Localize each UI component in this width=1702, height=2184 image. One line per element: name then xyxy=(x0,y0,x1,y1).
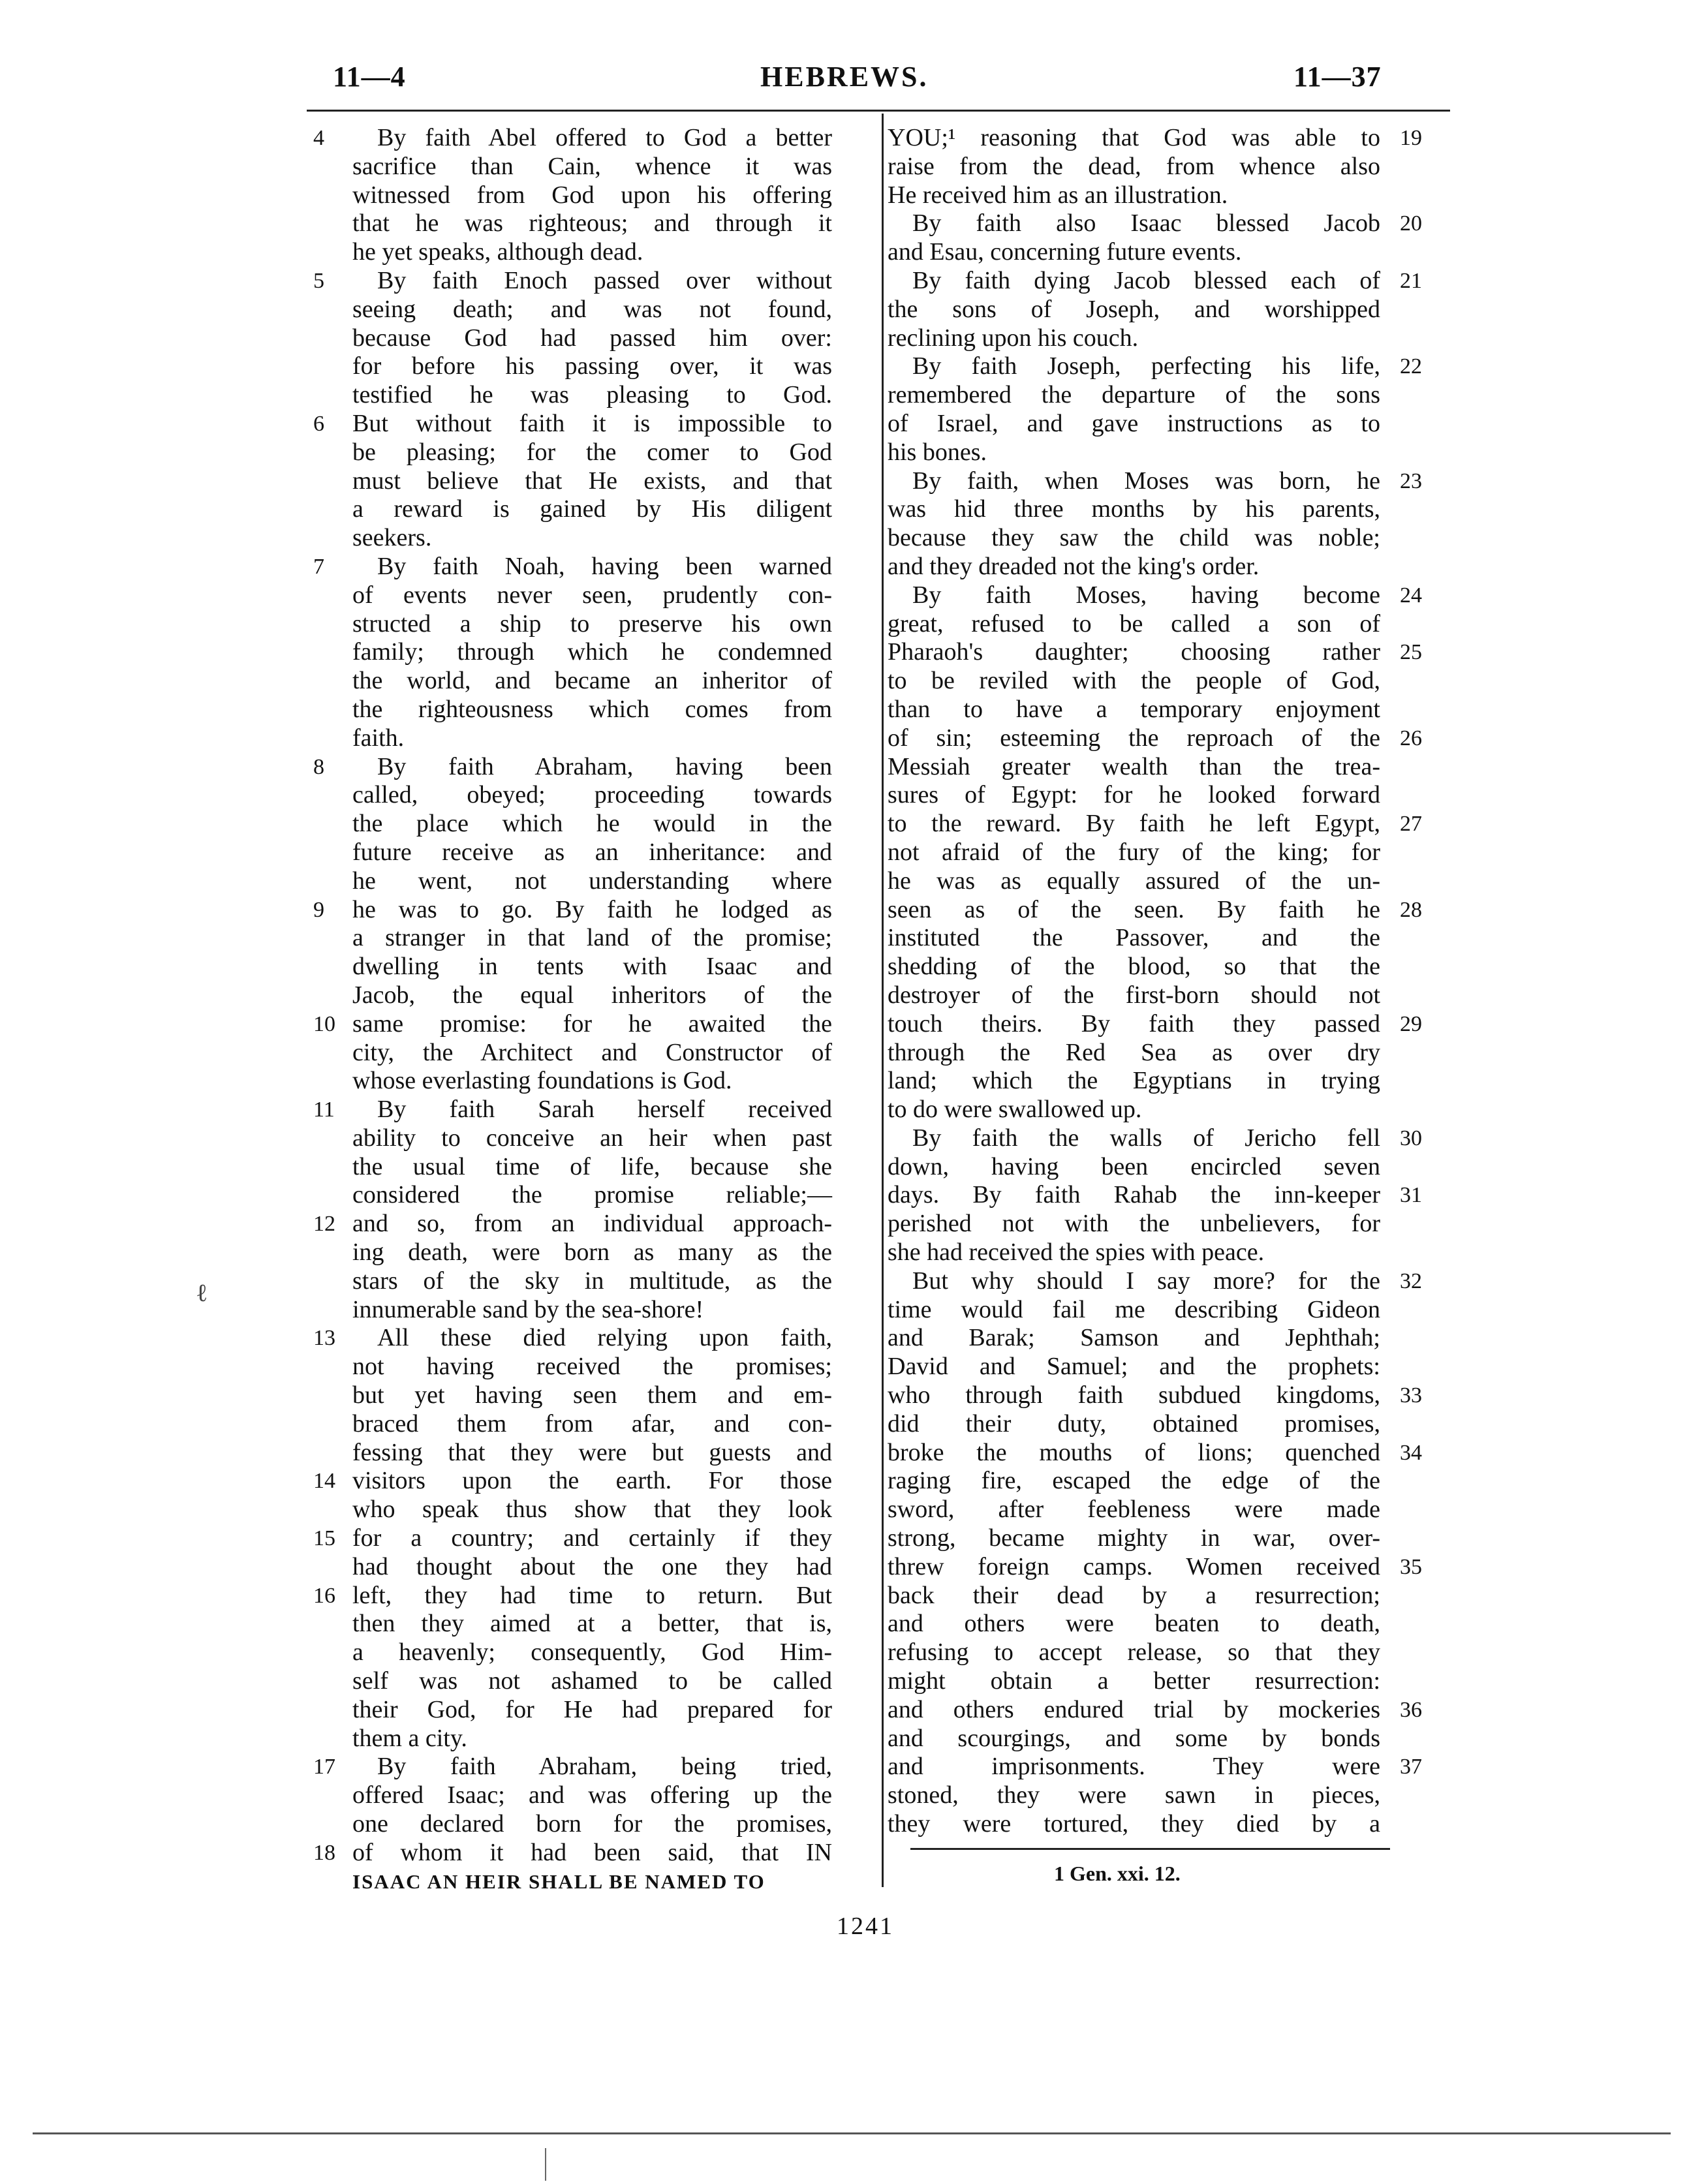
text-line xyxy=(313,867,871,896)
text-line xyxy=(888,1210,1449,1238)
text-line xyxy=(313,581,871,610)
verse-number: 30 xyxy=(1400,1126,1422,1150)
line-text: By faith Noah, having been warned xyxy=(377,552,832,580)
text-line xyxy=(888,638,1449,667)
line-text: innumerable sand by the sea-shore! xyxy=(352,1295,704,1323)
text-line xyxy=(313,724,871,753)
line-text: refusing to accept release, so that they xyxy=(888,1638,1380,1667)
line-text: perished not with the unbelievers, for xyxy=(888,1210,1380,1238)
verse-number: 20 xyxy=(1400,211,1422,236)
line-text: By faith Abel offered to God a better xyxy=(377,124,832,151)
text-line xyxy=(313,1181,871,1210)
text-line xyxy=(313,1553,871,1582)
line-text: of whom it had been said, that IN xyxy=(352,1838,832,1866)
line-text: one declared born for the promises, xyxy=(352,1810,832,1838)
text-line xyxy=(888,209,1449,238)
line-text: By faith Abraham, having been xyxy=(377,752,832,780)
text-line xyxy=(313,1267,871,1296)
line-text: the place which he would in the xyxy=(352,810,832,838)
line-text: reclining upon his couch. xyxy=(888,324,1139,352)
line-text: broke the mouths of lions; quenched xyxy=(888,1438,1380,1466)
line-text: city, the Architect and Constructor of xyxy=(352,1038,832,1066)
line-text: for a country; and certainly if they xyxy=(352,1524,832,1552)
line-text: to be reviled with the people of God, xyxy=(888,667,1380,695)
text-line xyxy=(313,467,871,496)
verse-number: 23 xyxy=(1400,469,1422,493)
line-text: Messiah greater wealth than the trea- xyxy=(888,752,1380,780)
text-line xyxy=(313,1868,871,1896)
line-text: seeing death; and was not found, xyxy=(352,295,832,323)
text-line xyxy=(313,1324,871,1353)
line-text: threw foreign camps. Women received xyxy=(888,1552,1380,1580)
line-text: seen as of the seen. By faith he xyxy=(888,895,1380,923)
line-text: witnessed from God upon his offering xyxy=(352,181,832,209)
line-text: Pharaoh's daughter; choosing rather xyxy=(888,638,1380,666)
text-line xyxy=(888,1467,1449,1496)
verse-number: 25 xyxy=(1400,640,1422,665)
verse-number: 15 xyxy=(313,1526,335,1551)
text-line xyxy=(313,781,871,810)
text-line xyxy=(888,1696,1449,1725)
line-text: By faith the walls of Jericho fell xyxy=(912,1124,1380,1152)
verse-number: 16 xyxy=(313,1583,335,1608)
line-text: and others endured trial by mockeries xyxy=(888,1695,1380,1723)
text-line xyxy=(888,1353,1449,1381)
line-text: for before his passing over, it was xyxy=(352,352,832,380)
line-text: be pleasing; for the comer to God xyxy=(352,438,832,466)
line-text: called, obeyed; proceeding towards xyxy=(352,781,832,809)
text-line xyxy=(888,524,1449,553)
text-line xyxy=(313,810,871,838)
verse-number: 21 xyxy=(1400,268,1422,293)
verse-number: 26 xyxy=(1400,726,1422,750)
footnote: 1 Gen. xxi. 12. xyxy=(1054,1862,1181,1885)
text-line xyxy=(313,553,871,581)
text-line xyxy=(313,1725,871,1753)
text-line xyxy=(313,209,871,238)
text-line xyxy=(313,1210,871,1238)
line-text: and others were beaten to death, xyxy=(888,1610,1380,1638)
verse-number: 14 xyxy=(313,1469,335,1494)
line-text: and Barak; Samson and Jephthah; xyxy=(888,1324,1380,1352)
verse-number: 7 xyxy=(313,554,324,579)
text-line xyxy=(888,553,1449,581)
line-text: of events never seen, prudently con- xyxy=(352,581,832,609)
line-text: He received him as an illustration. xyxy=(888,181,1228,209)
line-text: By faith also Isaac blessed Jacob xyxy=(912,209,1380,238)
text-line xyxy=(313,1610,871,1638)
text-line xyxy=(313,324,871,353)
text-line xyxy=(888,181,1449,210)
text-line xyxy=(313,495,871,524)
header-reference-left: 11—4 xyxy=(333,61,406,93)
verse-number: 9 xyxy=(313,897,324,922)
text-line xyxy=(888,981,1449,1010)
line-text: YOU;¹ reasoning that God was able to xyxy=(888,124,1380,151)
text-line xyxy=(888,1238,1449,1267)
verse-number: 32 xyxy=(1400,1269,1422,1293)
line-text: But without faith it is impossible to xyxy=(352,409,832,437)
text-line xyxy=(888,1067,1449,1096)
line-text: and scourgings, and some by bonds xyxy=(888,1724,1380,1752)
line-text: sword, after feebleness were made xyxy=(888,1496,1380,1524)
line-text: the righteousness which comes from xyxy=(352,695,832,723)
line-text: By faith, when Moses was born, he xyxy=(912,467,1380,495)
verse-number: 22 xyxy=(1400,354,1422,379)
scan-speck: ℓ xyxy=(196,1280,208,1307)
text-line xyxy=(313,1524,871,1553)
text-line xyxy=(313,1124,871,1153)
line-text: By faith Enoch passed over without xyxy=(377,266,832,294)
line-text: not afraid of the fury of the king; for xyxy=(888,838,1380,866)
text-line xyxy=(888,1553,1449,1582)
line-text: ing death, were born as many as the xyxy=(352,1238,832,1267)
verse-number: 17 xyxy=(313,1755,335,1779)
text-line xyxy=(888,1667,1449,1696)
line-text: By faith dying Jacob blessed each of xyxy=(912,266,1380,294)
page-number: 1241 xyxy=(837,1913,894,1940)
line-text: than to have a temporary enjoyment xyxy=(888,695,1380,723)
text-line xyxy=(888,667,1449,696)
line-text: he was to go. By faith he lodged as xyxy=(352,895,832,923)
verse-number: 34 xyxy=(1400,1440,1422,1465)
text-line xyxy=(888,410,1449,438)
line-text: sures of Egypt: for he looked forward xyxy=(888,781,1380,809)
text-line xyxy=(313,352,871,381)
text-line xyxy=(888,1267,1449,1296)
line-text: he yet speaks, although dead. xyxy=(352,238,643,266)
line-text: Jacob, the equal inheritors of the xyxy=(352,981,832,1009)
text-line xyxy=(313,924,871,953)
line-text: might obtain a better resurrection: xyxy=(888,1667,1380,1695)
line-text: because God had passed him over: xyxy=(352,324,832,352)
line-text: he was as equally assured of the un- xyxy=(888,867,1380,895)
line-text: of sin; esteeming the reproach of the xyxy=(888,724,1380,752)
line-text: same promise: for he awaited the xyxy=(352,1009,832,1038)
text-line xyxy=(888,1781,1449,1810)
text-line xyxy=(313,1753,871,1781)
line-text: the world, and became an inheritor of xyxy=(352,667,832,695)
text-line xyxy=(888,1725,1449,1753)
text-line xyxy=(888,838,1449,867)
text-line xyxy=(313,753,871,782)
text-line xyxy=(313,410,871,438)
text-line xyxy=(888,124,1449,153)
text-line xyxy=(313,1496,871,1524)
text-line xyxy=(888,953,1449,981)
text-line xyxy=(888,1638,1449,1667)
line-text: them a city. xyxy=(352,1724,467,1752)
text-line xyxy=(888,1153,1449,1182)
text-line xyxy=(888,867,1449,896)
text-line xyxy=(313,438,871,467)
line-text: a heavenly; consequently, God Him- xyxy=(352,1638,832,1667)
verse-number: 37 xyxy=(1400,1755,1422,1779)
text-line xyxy=(888,896,1449,925)
text-line xyxy=(313,1067,871,1096)
text-line xyxy=(888,810,1449,838)
line-text: By faith Moses, having become xyxy=(912,581,1380,609)
text-line xyxy=(313,696,871,724)
text-line xyxy=(313,1439,871,1468)
line-text: a stranger in that land of the promise; xyxy=(352,924,832,952)
text-line xyxy=(888,438,1449,467)
text-line xyxy=(888,238,1449,267)
text-line xyxy=(313,1353,871,1381)
text-line xyxy=(313,238,871,267)
line-text: seekers. xyxy=(352,524,432,552)
text-line xyxy=(313,1296,871,1325)
line-text: because they saw the child was noble; xyxy=(888,524,1380,552)
text-line xyxy=(313,381,871,410)
line-text: had thought about the one they had xyxy=(352,1552,832,1580)
line-text: must believe that He exists, and that xyxy=(352,467,832,495)
text-line xyxy=(888,153,1449,181)
text-line xyxy=(313,153,871,181)
line-text: raging fire, escaped the edge of the xyxy=(888,1467,1380,1495)
line-text: a reward is gained by His diligent xyxy=(352,495,832,523)
line-text: raise from the dead, from whence also xyxy=(888,152,1380,180)
text-line xyxy=(888,696,1449,724)
verse-number: 18 xyxy=(313,1840,335,1865)
text-line xyxy=(313,953,871,981)
line-text: that he was righteous; and through it xyxy=(352,209,832,238)
verse-number: 27 xyxy=(1400,812,1422,837)
text-line xyxy=(888,1296,1449,1325)
text-line xyxy=(888,1096,1449,1124)
text-line xyxy=(888,1610,1449,1638)
text-line xyxy=(888,1381,1449,1410)
line-text: instituted the Passover, and the xyxy=(888,924,1380,952)
line-text: who speak thus show that they look xyxy=(352,1496,832,1524)
text-line xyxy=(313,838,871,867)
verse-number: 24 xyxy=(1400,583,1422,608)
line-text: was hid three months by his parents, xyxy=(888,495,1380,523)
line-text: offered Isaac; and was offering up the xyxy=(352,1781,832,1809)
line-text: sacrifice than Cain, whence it was xyxy=(352,152,832,180)
verse-number: 10 xyxy=(313,1011,335,1036)
line-text: visitors upon the earth. For those xyxy=(352,1467,832,1495)
text-line xyxy=(313,896,871,925)
text-line xyxy=(888,1324,1449,1353)
text-line xyxy=(888,495,1449,524)
footnote-rule xyxy=(910,1848,1390,1850)
text-line xyxy=(888,753,1449,782)
line-text: to do were swallowed up. xyxy=(888,1096,1142,1124)
line-text: braced them from afar, and con- xyxy=(352,1409,832,1438)
left-column xyxy=(313,124,871,1896)
text-line xyxy=(888,352,1449,381)
verse-number: 8 xyxy=(313,754,324,779)
text-line xyxy=(888,1582,1449,1610)
verse-number: 13 xyxy=(313,1326,335,1351)
line-text: did their duty, obtained promises, xyxy=(888,1409,1380,1438)
text-line xyxy=(888,924,1449,953)
text-line xyxy=(313,1810,871,1839)
line-text: and Esau, concerning future events. xyxy=(888,238,1242,266)
text-line xyxy=(313,267,871,296)
line-text: and imprisonments. They were xyxy=(888,1753,1380,1781)
verse-number: 33 xyxy=(1400,1383,1422,1408)
verse-number: 12 xyxy=(313,1212,335,1237)
line-text: not having received the promises; xyxy=(352,1353,832,1381)
verse-number: 6 xyxy=(313,411,324,436)
line-text: whose everlasting foundations is God. xyxy=(352,1067,732,1095)
line-text: ability to conceive an heir when past xyxy=(352,1124,832,1152)
line-text: By faith Abraham, being tried, xyxy=(377,1753,832,1781)
verse-number: 35 xyxy=(1400,1554,1422,1579)
text-line xyxy=(313,981,871,1010)
text-line xyxy=(888,324,1449,353)
line-text: to the reward. By faith he left Egypt, xyxy=(888,810,1380,838)
line-text: structed a ship to preserve his own xyxy=(352,609,832,638)
text-line xyxy=(313,524,871,553)
text-line xyxy=(313,1010,871,1039)
text-line xyxy=(313,1781,871,1810)
line-text: touch theirs. By faith they passed xyxy=(888,1009,1380,1038)
text-line xyxy=(313,1638,871,1667)
text-line xyxy=(888,1181,1449,1210)
text-line xyxy=(888,1524,1449,1553)
text-line xyxy=(888,1010,1449,1039)
right-column xyxy=(888,124,1449,1839)
line-text: of Israel, and gave instructions as to xyxy=(888,409,1380,437)
line-text: then they aimed at a better, that is, xyxy=(352,1610,832,1638)
text-line xyxy=(888,267,1449,296)
text-line xyxy=(313,1096,871,1124)
line-text: future receive as an inheritance: and xyxy=(352,838,832,866)
line-text: great, refused to be called a son of xyxy=(888,609,1380,638)
text-line xyxy=(888,610,1449,639)
line-text: days. By faith Rahab the inn-keeper xyxy=(888,1181,1380,1209)
line-text: strong, became mighty in war, over- xyxy=(888,1524,1380,1552)
line-text: But why should I say more? for the xyxy=(912,1267,1380,1295)
text-line xyxy=(888,581,1449,610)
line-text: down, having been encircled seven xyxy=(888,1152,1380,1180)
text-line xyxy=(313,1467,871,1496)
column-divider xyxy=(882,114,884,1887)
text-line xyxy=(888,1439,1449,1468)
line-text: By faith Sarah herself received xyxy=(377,1096,832,1124)
header-reference-right: 11—37 xyxy=(1293,61,1382,93)
line-text: fessing that they were but guests and xyxy=(352,1438,832,1466)
text-line xyxy=(888,1496,1449,1524)
verse-number: 5 xyxy=(313,268,324,293)
scan-edge-mark xyxy=(545,2148,546,2181)
text-line xyxy=(313,181,871,210)
line-text: testified he was pleasing to God. xyxy=(352,381,832,409)
line-text: land; which the Egyptians in trying xyxy=(888,1067,1380,1095)
text-line xyxy=(313,638,871,667)
text-line xyxy=(888,1810,1449,1839)
verse-number: 28 xyxy=(1400,897,1422,922)
scan-edge-line xyxy=(33,2132,1671,2134)
text-line xyxy=(888,1410,1449,1439)
text-line xyxy=(888,1039,1449,1068)
line-text: back their dead by a resurrection; xyxy=(888,1581,1380,1609)
text-line xyxy=(888,381,1449,410)
text-line xyxy=(888,1124,1449,1153)
line-text: shedding of the blood, so that the xyxy=(888,953,1380,981)
text-line xyxy=(313,296,871,324)
text-line xyxy=(888,1753,1449,1781)
verse-number: 36 xyxy=(1400,1697,1422,1722)
line-text: the sons of Joseph, and worshipped xyxy=(888,295,1380,323)
line-text: she had received the spies with peace. xyxy=(888,1238,1265,1267)
line-text: and they dreaded not the king's order. xyxy=(888,552,1260,580)
line-text: left, they had time to return. But xyxy=(352,1581,832,1609)
text-line xyxy=(313,1839,871,1868)
line-text: through the Red Sea as over dry xyxy=(888,1038,1380,1066)
line-text: considered the promise reliable;— xyxy=(352,1181,832,1209)
verse-number: 29 xyxy=(1400,1011,1422,1036)
line-text: his bones. xyxy=(888,438,987,466)
line-text: destroyer of the first-born should not xyxy=(888,981,1380,1009)
line-text: By faith Joseph, perfecting his life, xyxy=(912,352,1380,380)
text-line xyxy=(313,124,871,153)
text-line xyxy=(313,1381,871,1410)
line-text: who through faith subdued kingdoms, xyxy=(888,1381,1380,1409)
text-line xyxy=(313,667,871,696)
text-line xyxy=(313,1696,871,1725)
text-line xyxy=(313,1238,871,1267)
text-line xyxy=(313,1039,871,1068)
verse-number: 31 xyxy=(1400,1183,1422,1208)
text-line xyxy=(888,296,1449,324)
line-text: remembered the departure of the sons xyxy=(888,381,1380,409)
verse-number: 4 xyxy=(313,126,324,150)
text-line xyxy=(888,467,1449,496)
text-line xyxy=(888,781,1449,810)
line-text: family; through which he condemned xyxy=(352,638,832,666)
running-title: HEBREWS. xyxy=(760,61,929,93)
line-text: stars of the sky in multitude, as the xyxy=(352,1267,832,1295)
line-text: self was not ashamed to be called xyxy=(352,1667,832,1695)
text-line xyxy=(313,1667,871,1696)
line-text: and so, from an individual approach- xyxy=(352,1210,832,1238)
line-text: ISAAC AN HEIR SHALL BE NAMED TO xyxy=(352,1869,766,1893)
line-text: All these died relying upon faith, xyxy=(377,1324,832,1352)
text-line xyxy=(888,724,1449,753)
line-text: stoned, they were sawn in pieces, xyxy=(888,1781,1380,1809)
line-text: time would fail me describing Gideon xyxy=(888,1295,1380,1323)
line-text: David and Samuel; and the prophets: xyxy=(888,1353,1380,1381)
line-text: the usual time of life, because she xyxy=(352,1152,832,1180)
line-text: dwelling in tents with Isaac and xyxy=(352,953,832,981)
line-text: they were tortured, they died by a xyxy=(888,1810,1380,1838)
text-line xyxy=(313,1153,871,1182)
verse-number: 19 xyxy=(1400,126,1422,150)
header-rule xyxy=(307,110,1450,112)
line-text: faith. xyxy=(352,724,405,752)
text-line xyxy=(313,1582,871,1610)
line-text: but yet having seen them and em- xyxy=(352,1381,832,1409)
text-line xyxy=(313,610,871,639)
text-line xyxy=(313,1410,871,1439)
line-text: their God, for He had prepared for xyxy=(352,1695,832,1723)
verse-number: 11 xyxy=(313,1098,335,1122)
line-text: he went, not understanding where xyxy=(352,867,832,895)
